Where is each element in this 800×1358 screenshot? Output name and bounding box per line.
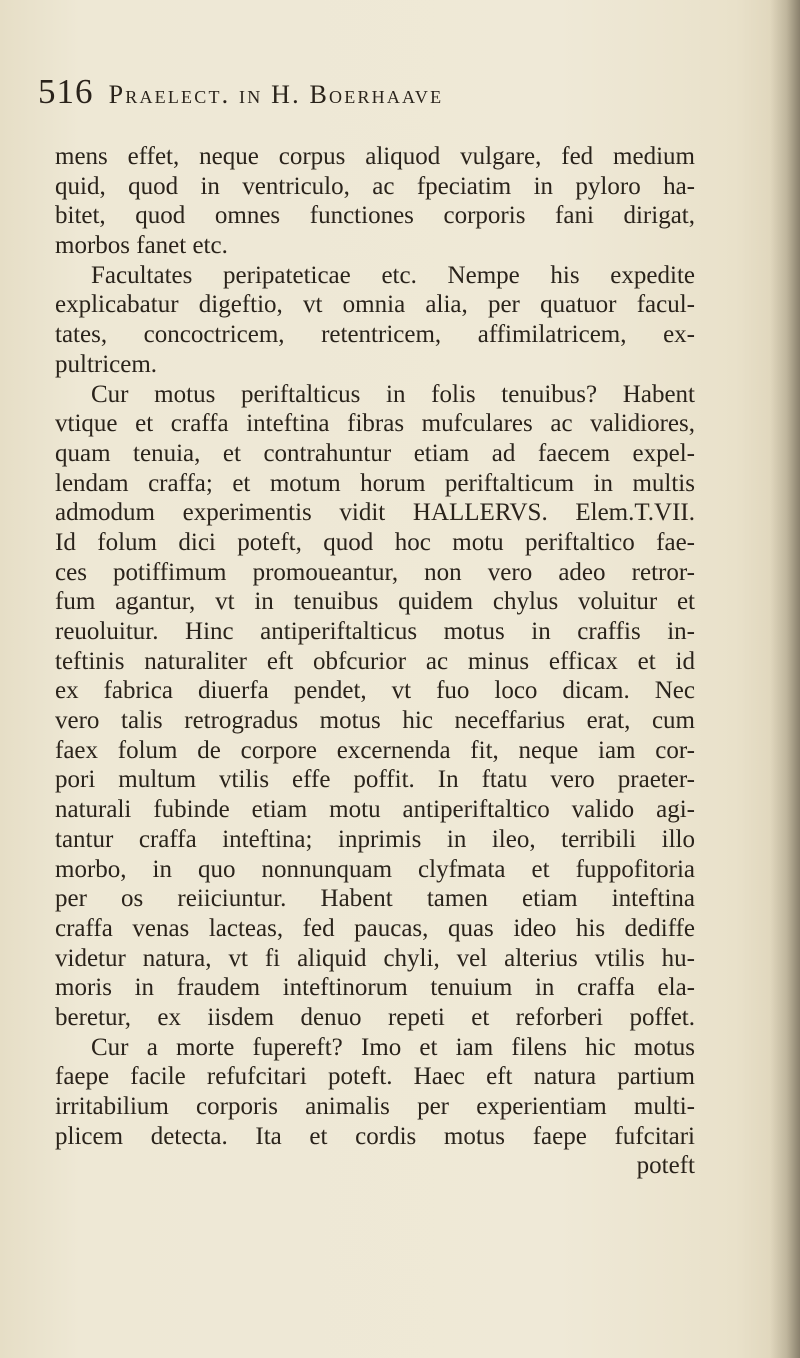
text-line: reuoluitur. Hinc antiperiftalticus motus in craffis in- — [55, 618, 695, 645]
text-line: admodum experimentis vidit HALLERVS. Elem.T.VII. — [55, 499, 695, 527]
text-line: Facultates peripateticae etc. Nempe his expedite — [91, 261, 695, 289]
body-text — [55, 142, 765, 1181]
page-number: 516 — [38, 72, 94, 111]
text-line: morbo, in quo nonnunquam clyfmata et fuppofitoria — [55, 855, 695, 883]
text-line: quam tenuia, et contrahuntur etiam ad faecem expel- — [55, 439, 695, 467]
text-line: ces potiffimum promoueantur, non vero adeo retror- — [55, 558, 695, 586]
text-line: per os reiiciuntur. Habent tamen etiam inteftina — [55, 885, 695, 913]
text-line: mens effet, neque corpus aliquod vulgare, fed medium — [55, 143, 695, 170]
page-header — [38, 72, 738, 122]
text-line: bitet, quod omnes functiones corporis fani dirigat, — [55, 202, 695, 230]
text-line: faex folum de corpore excernenda fit, neque iam cor- — [55, 736, 695, 764]
text-line: naturali fubinde etiam motu antiperiftaltico valido agi- — [55, 796, 695, 824]
text-line: explicabatur digeftio, vt omnia alia, per quatuor facul- — [55, 291, 695, 319]
text-line: tates, concoctricem, retentricem, affimilatricem, ex- — [55, 321, 695, 349]
text-line: lendam craffa; et motum horum periftalticum in multis — [55, 469, 695, 497]
text-line: poteft — [636, 1152, 695, 1180]
text-line: fum agantur, vt in tenuibus quidem chylus voluitur et — [55, 588, 695, 616]
text-line: beretur, ex iisdem denuo repeti et reforberi poffet. — [55, 1003, 695, 1031]
text-line: plicem detecta. Ita et cordis motus faepe fufcitari — [55, 1122, 695, 1150]
text-line: quid, quod in ventriculo, ac fpeciatim in pyloro ha- — [55, 172, 695, 200]
text-line: vtique et craffa inteftina fibras mufculares ac validiores, — [55, 410, 695, 438]
text-line: tantur craffa inteftina; inprimis in ileo, terribili illo — [55, 825, 695, 853]
text-line: craffa venas lacteas, fed paucas, quas ideo his dediffe — [55, 914, 695, 942]
text-line: ex fabrica diuerfa pendet, vt fuo loco dicam. Nec — [55, 677, 695, 705]
text-line: vero talis retrogradus motus hic neceffarius erat, cum — [55, 707, 695, 735]
text-line: pultricem. — [55, 350, 158, 378]
text-line: pori multum vtilis effe poffit. In ftatu vero praeter- — [55, 766, 695, 794]
text-line: Cur motus periftalticus in folis tenuibus? Habent — [91, 380, 695, 408]
running-head: Praelect. in H. Boerhaave — [108, 80, 444, 109]
text-line: morbos fanet etc. — [55, 232, 228, 260]
text-line: Cur a morte fupereft? Imo et iam filens hic motus — [91, 1033, 695, 1061]
text-line: teftinis naturaliter eft obfcurior ac minus efficax et id — [55, 647, 695, 675]
text-line: faepe facile refufcitari poteft. Haec eft natura partium — [55, 1063, 695, 1091]
text-line: moris in fraudem inteftinorum tenuium in craffa ela- — [55, 974, 695, 1002]
text-line: videtur natura, vt fi aliquid chyli, vel alterius vtilis hu- — [55, 944, 695, 972]
text-line: Id folum dici poteft, quod hoc motu periftaltico fae- — [55, 528, 695, 556]
text-line: irritabilium corporis animalis per experientiam multi- — [55, 1093, 695, 1120]
gutter-shadow — [770, 0, 800, 1358]
